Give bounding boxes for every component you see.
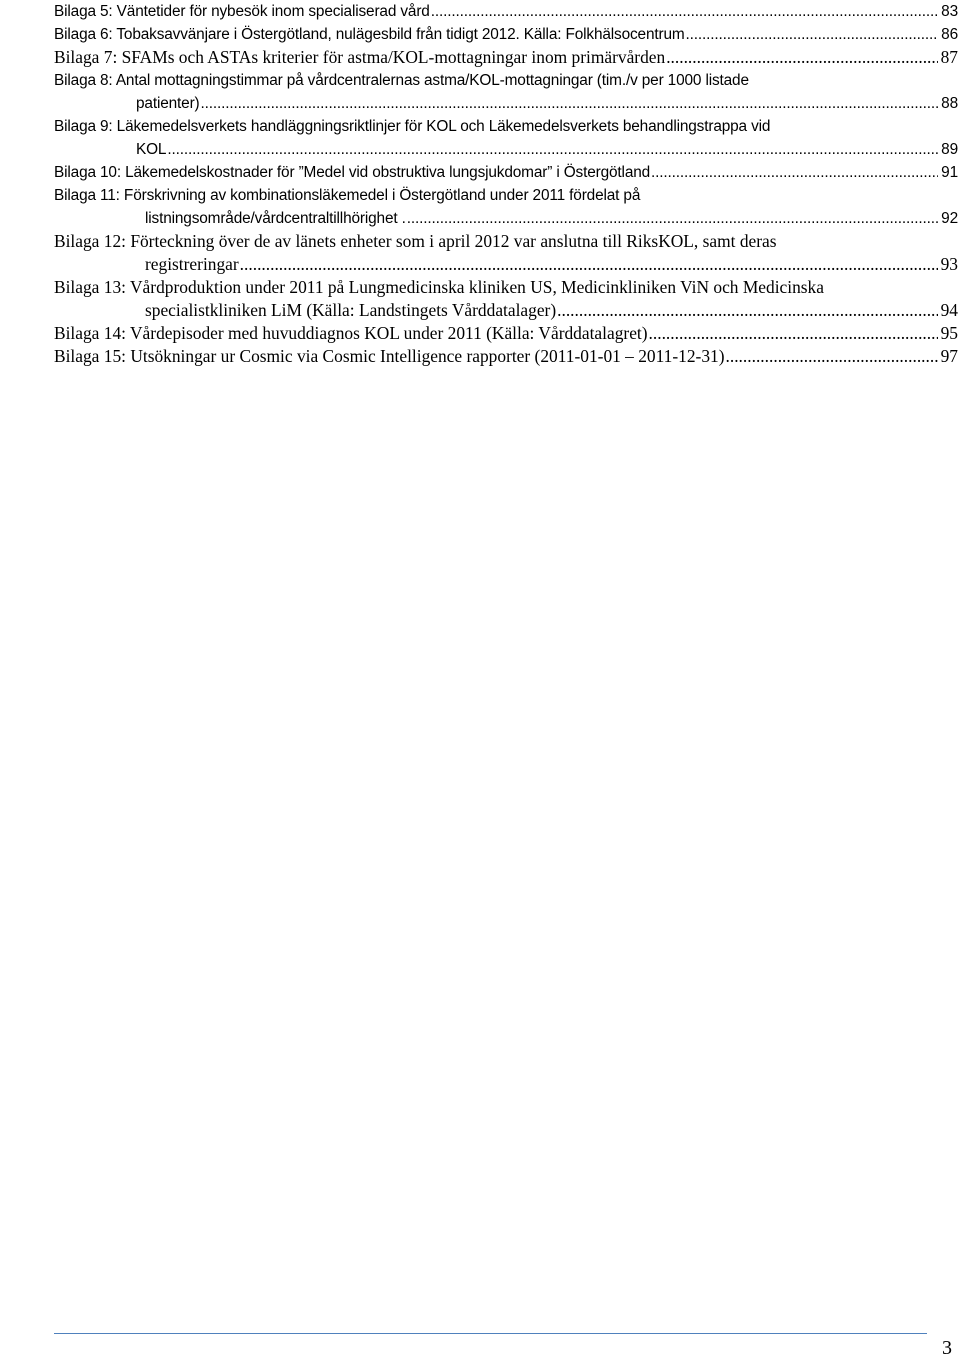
toc-entry-title: Bilaga 13: Vårdproduktion under 2011 på Lungmedicinska kliniken US, Medicinkliniken ViN och Medicinska	[54, 277, 824, 297]
toc-entry-title: Bilaga 11: Förskrivning av kombinationsläkemedel i Östergötland under 2011 fördelat på	[54, 187, 641, 204]
toc-page-number: 86	[941, 26, 958, 43]
toc-leader	[240, 253, 938, 276]
toc-entry-bilaga-11[interactable]	[54, 184, 958, 230]
toc-page-number: 92	[941, 210, 958, 227]
toc-entry-title-continued: registreringar	[145, 254, 239, 274]
toc-entry-title-continued: listningsområde/vårdcentraltillhörighet .	[145, 210, 406, 227]
toc-entry-bilaga-5[interactable]	[54, 0, 958, 23]
toc-leader	[686, 23, 939, 46]
toc-entry-bilaga-7[interactable]	[54, 46, 958, 69]
toc-entry-bilaga-6[interactable]	[54, 23, 958, 46]
toc-entry-title: Bilaga 6: Tobaksavvänjare i Östergötland, nulägesbild från tidigt 2012. Källa: Folkhälsocentrum	[54, 26, 685, 43]
toc-entry-bilaga-13[interactable]	[54, 276, 958, 322]
toc-entry-title: Bilaga 7: SFAMs och ASTAs kriterier för astma/KOL-mottagningar inom primärvården	[54, 47, 666, 67]
toc-page-number: 94	[940, 300, 958, 320]
toc-page-number: 97	[940, 346, 958, 366]
toc-entry-bilaga-15[interactable]	[54, 345, 958, 368]
footer-page-number: 3	[942, 1337, 952, 1359]
toc-entry-bilaga-10[interactable]	[54, 161, 958, 184]
toc-leader	[557, 299, 937, 322]
toc-entry-bilaga-12[interactable]	[54, 230, 958, 276]
toc-entry-title-continued: specialistkliniken LiM (Källa: Landstingets Vårddatalager)	[145, 300, 557, 320]
toc-page-number: 83	[941, 3, 958, 20]
toc-entry-title: Bilaga 15: Utsökningar ur Cosmic via Cosmic Intelligence rapporter (2011-01-01 – 2011-12-31)	[54, 346, 725, 366]
toc-entry-title: Bilaga 5: Väntetider för nybesök inom specialiserad vård	[54, 3, 430, 20]
toc-leader	[649, 322, 938, 345]
toc-leader	[666, 46, 937, 69]
toc-leader	[201, 92, 939, 115]
toc-page-number: 89	[941, 141, 958, 158]
toc-entry-title: Bilaga 14: Vårdepisoder med huvuddiagnos KOL under 2011 (Källa: Vårddatalagret)	[54, 323, 648, 343]
toc-entry-bilaga-9[interactable]	[54, 115, 958, 161]
toc-page-number: 93	[940, 254, 958, 274]
toc-leader	[651, 161, 938, 184]
toc-page-number: 88	[941, 95, 958, 112]
toc-leader	[167, 138, 938, 161]
toc-entry-title: Bilaga 12: Förteckning över de av länets enheter som i april 2012 var anslutna till RiksKOL, samt deras	[54, 231, 777, 251]
toc-leader	[726, 345, 938, 368]
toc-entry-title: Bilaga 9: Läkemedelsverkets handläggningsriktlinjer för KOL och Läkemedelsverkets behandlingstrappa vid	[54, 118, 771, 135]
toc-entry-bilaga-8[interactable]	[54, 69, 958, 115]
toc-entry-bilaga-14[interactable]	[54, 322, 958, 345]
toc-page-number: 91	[941, 164, 958, 181]
toc-leader	[407, 207, 938, 230]
toc-entry-title: Bilaga 8: Antal mottagningstimmar på vårdcentralernas astma/KOL-mottagningar (tim./v per 1000 listade	[54, 72, 749, 89]
toc-page-number: 87	[940, 47, 958, 67]
toc-page-number: 95	[940, 323, 958, 343]
toc-entry-title-continued: patienter)	[136, 95, 200, 112]
table-of-contents	[54, 0, 958, 368]
toc-entry-title-continued: KOL	[136, 141, 167, 158]
toc-leader	[431, 0, 938, 23]
footer-rule	[54, 1333, 927, 1334]
toc-entry-title: Bilaga 10: Läkemedelskostnader för ”Medel vid obstruktiva lungsjukdomar” i Östergötland	[54, 164, 651, 181]
